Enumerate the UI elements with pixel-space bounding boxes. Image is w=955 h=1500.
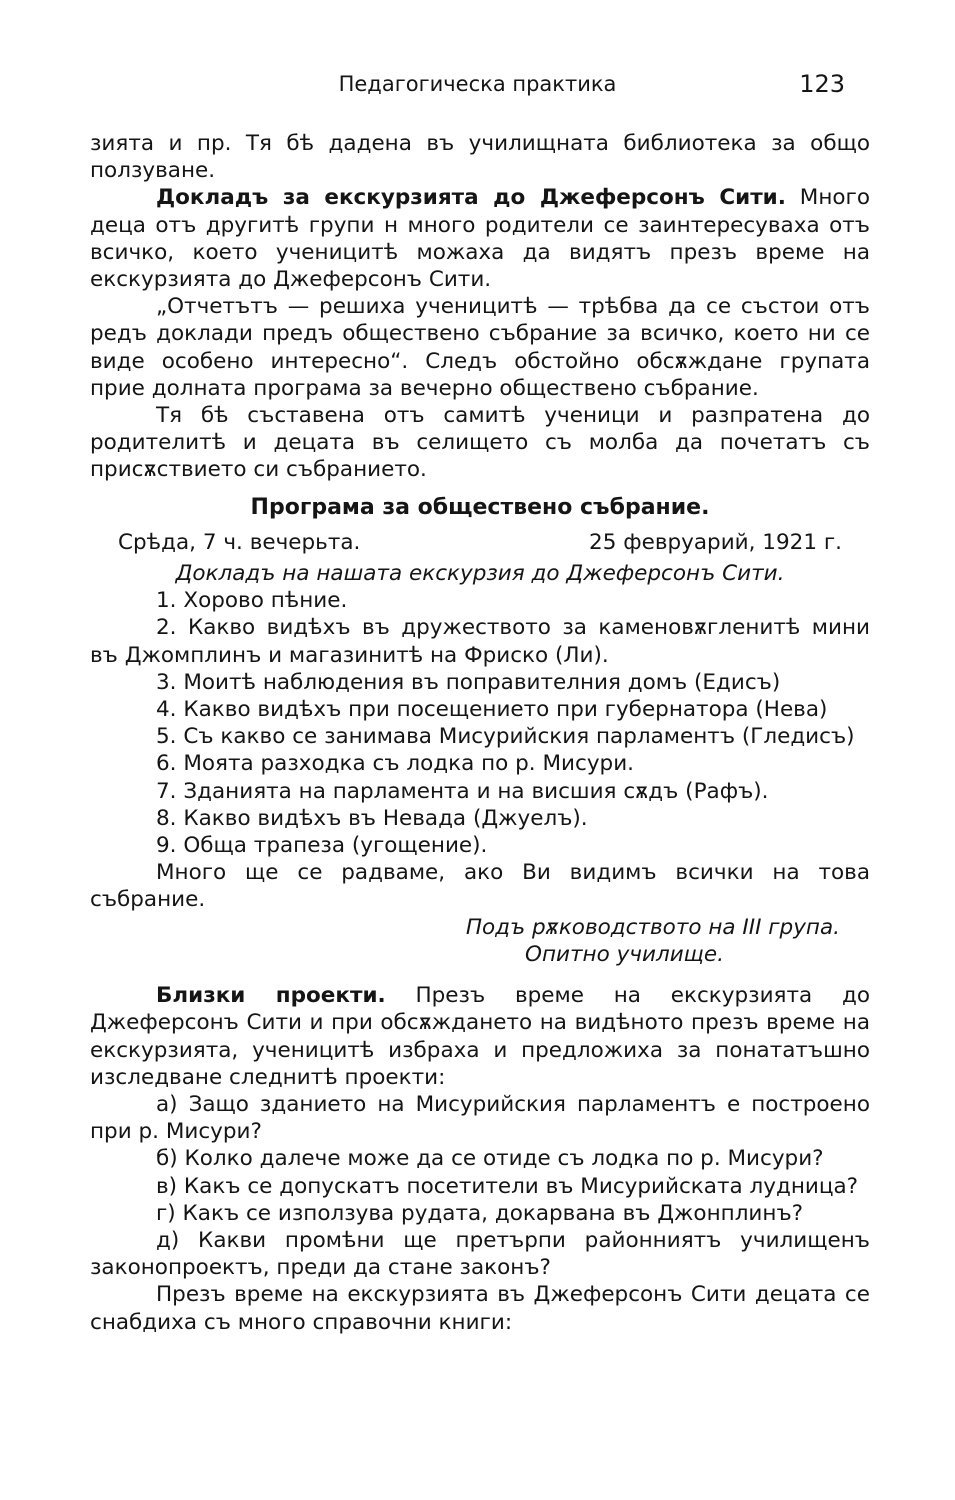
- program-item: 4. Какво видѣхъ при посещението при губернатора (Нева): [156, 697, 828, 723]
- projects-text: Презъ време на екскурзията до Джеферсонъ Сити и при обсѫждането на видѣното презъ време на екскурзията, ученицитѣ избраха и предложиха за понататъшно изследване следнитѣ проекти:: [90, 983, 871, 1090]
- program-dateline: [90, 529, 870, 556]
- project-item: в) Какъ се допускатъ посетители въ Мисурийската лудница?: [156, 1173, 859, 1199]
- paragraph-decision: „Отчетътъ — решиха ученицитѣ — трѣбва да се състои отъ редъ доклади предъ обществено събрание за всичко, което ни се виде особено интересно“. Следъ обстойно обсѫждане групата прие долната програма за вечерно обществено събрание.: [90, 294, 870, 401]
- program-closing: Много ще се радваме, ако Ви видимъ всички на това събрание.: [90, 860, 870, 913]
- paragraph-continuation: зията и пр. Тя бѣ дадена въ училищната библиотека за общо ползуване.: [90, 131, 870, 184]
- paragraph-final: Презъ време на екскурзията въ Джеферсонъ Сити децата се снабдиха съ много справочни книги:: [90, 1282, 870, 1335]
- report-lead: Докладъ за екскурзията до Джеферсонъ Сити.: [156, 185, 786, 211]
- program-item: 9. Обща трапеза (угощение).: [156, 833, 488, 859]
- project-item: б) Колко далече може да се отиде съ лодка по р. Мисури?: [156, 1146, 824, 1172]
- program-signature-1: Подъ рѫководството на III група.: [465, 914, 840, 940]
- program-item: 5. Съ какво се занимава Мисурийския парламентъ (Гледисъ): [156, 724, 855, 750]
- page-body: [90, 130, 870, 1336]
- paragraph-invitation: Тя бѣ съставена отъ самитѣ ученици и разпратена до родителитѣ и децата въ селището съ молба да почетатъ съ присѫствието си събранието.: [90, 403, 870, 483]
- project-item: а) Защо зданието на Мисурийския парламентъ е построено при р. Мисури?: [90, 1091, 870, 1145]
- program-item: 7. Зданията на парламента и на висшия сѫдъ (Рафъ).: [156, 778, 769, 804]
- running-title: Педагогическа практика: [338, 72, 617, 96]
- program-item: 1. Хорово пѣние.: [156, 588, 348, 614]
- project-item: г) Какъ се използува рудата, докарвана въ Джонплинъ?: [156, 1200, 804, 1226]
- program-item: 3. Моитѣ наблюдения въ поправителния домъ (Едисъ): [156, 669, 781, 695]
- paragraph-projects: [90, 982, 870, 1091]
- program-item: 2. Какво видѣхъ въ дружеството за каменовѫгленитѣ мини въ Джомплинъ и магазинитѣ на Фриско (Ли).: [90, 615, 870, 668]
- paragraph-report: [90, 184, 870, 293]
- page-number: 123: [799, 70, 845, 98]
- projects-lead: Близки проекти.: [156, 983, 386, 1009]
- program-date: 25 февруарий, 1921 г.: [589, 529, 842, 555]
- program-day-time: Срѣда, 7 ч. вечерьта.: [118, 529, 361, 555]
- project-item: д) Какви промѣни ще претърпи районниятъ училищенъ законопроектъ, преди да стане законъ?: [90, 1227, 870, 1281]
- program-subtitle: Докладъ на нашата екскурзия до Джеферсонъ Сити.: [175, 561, 785, 587]
- program-heading: Програма за обществено събрание.: [250, 494, 710, 520]
- report-text: Много деца отъ другитѣ групи н много родители се заинтересуваха отъ всичко, което ученицитѣ можаха да видятъ презъ време на екскурзията до Джеферсонъ Сити.: [90, 185, 870, 293]
- program-signature-2: Опитно училище.: [525, 941, 724, 967]
- program-item: 8. Какво видѣхъ въ Невада (Джуелъ).: [156, 805, 588, 831]
- program-item: 6. Моята разходка съ лодка по р. Мисури.: [156, 751, 634, 777]
- section-gap: [90, 968, 870, 982]
- running-header: [90, 68, 865, 104]
